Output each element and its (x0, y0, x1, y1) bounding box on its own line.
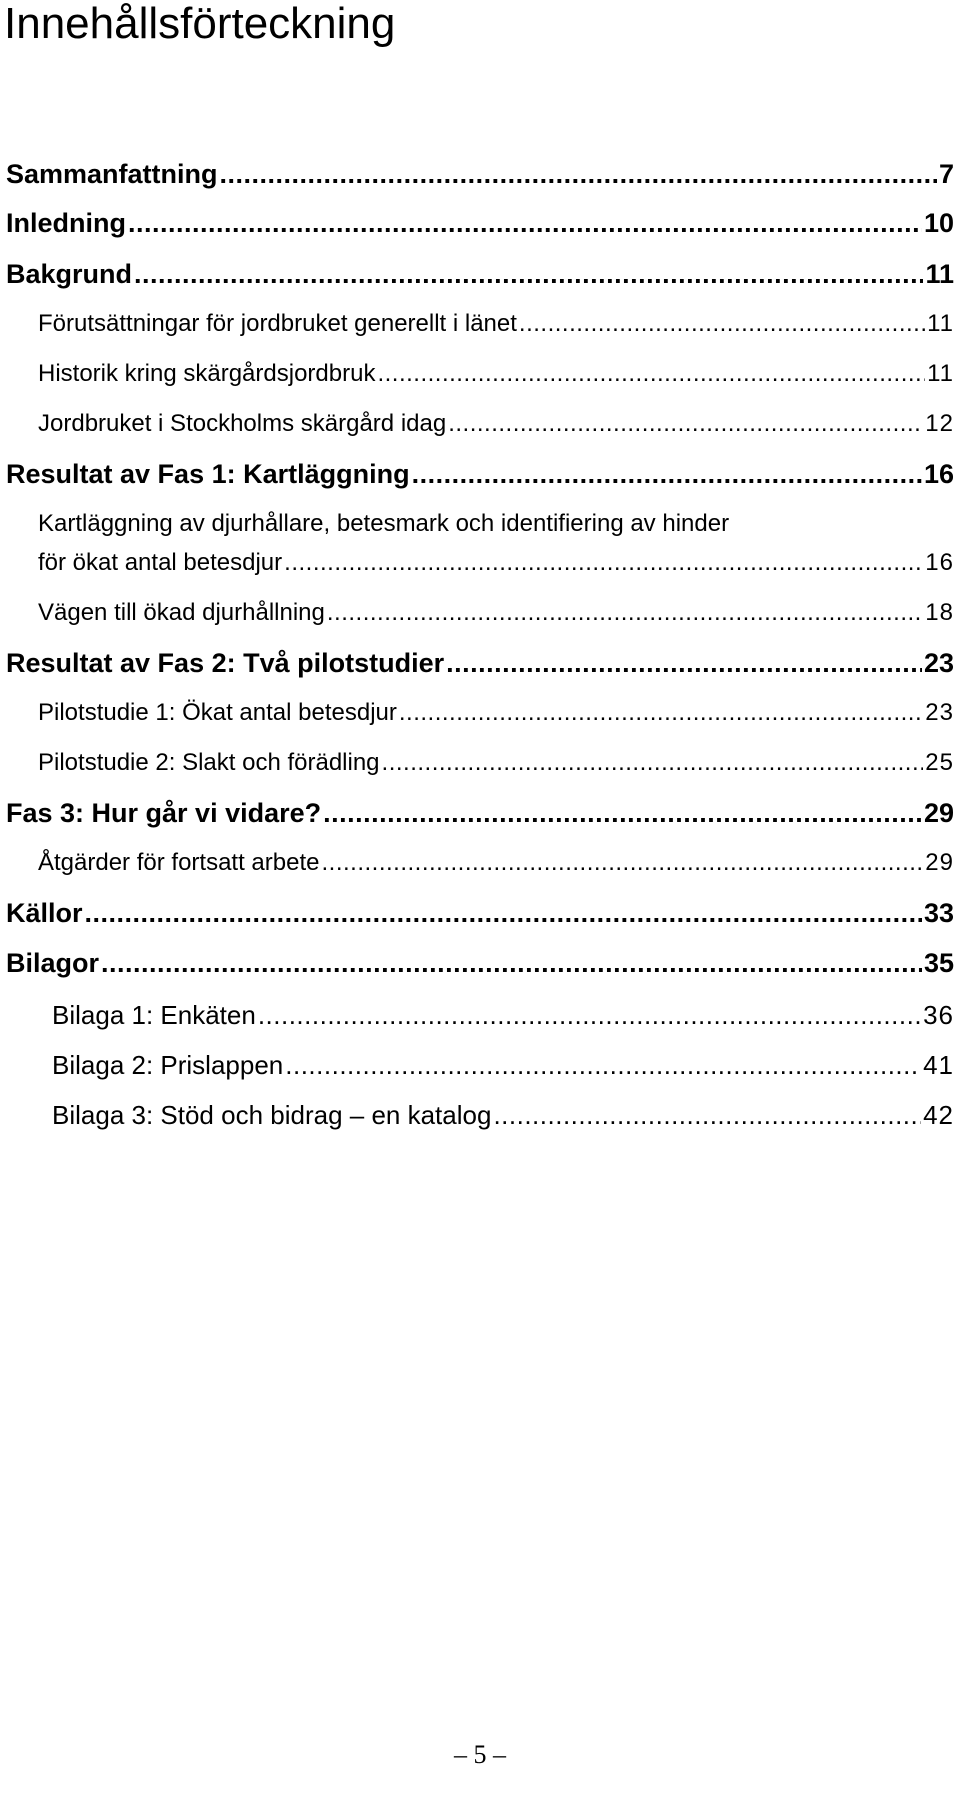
toc-entry-page: 11 (927, 360, 954, 387)
toc-entry-kartlaggning-djurhallare[interactable] (38, 547, 954, 579)
dot-leader (446, 647, 922, 679)
dot-leader (412, 458, 922, 490)
toc-entry-page: 16 (925, 549, 954, 576)
toc-entry-page: 11 (925, 259, 954, 289)
toc-entry-label: Bilagor (6, 948, 100, 978)
toc-entry-forutsattningar[interactable] (38, 308, 954, 340)
dot-leader (220, 158, 937, 190)
toc-entry-label-line1: Kartläggning av djurhållare, betesmark och identifiering av hinder (38, 510, 730, 537)
toc-entry-page: 23 (925, 699, 954, 726)
toc-entry-page: 25 (925, 749, 954, 776)
dot-leader (101, 947, 922, 979)
toc-entry-label: Resultat av Fas 2: Två pilotstudier (6, 648, 445, 678)
toc-entry-label: för ökat antal betesdjur (38, 549, 283, 576)
toc-entry-label: Inledning (6, 208, 126, 238)
toc-entry-label: Bilaga 2: Prislappen (52, 1050, 284, 1080)
toc-entry-page: 10 (923, 208, 954, 238)
toc-entry-sammanfattning[interactable] (6, 158, 954, 190)
toc-entry-fas3[interactable] (6, 797, 954, 829)
dot-leader (493, 1099, 921, 1131)
toc-entry-label: Pilotstudie 1: Ökat antal betesdjur (38, 699, 397, 726)
dot-leader (321, 847, 923, 879)
toc-entry-label: Åtgärder för fortsatt arbete (38, 849, 320, 876)
toc-entry-label: Resultat av Fas 1: Kartläggning (6, 459, 410, 489)
page-title: Innehållsförteckning (4, 0, 396, 48)
toc-entry-label: Bilaga 1: Enkäten (52, 1000, 256, 1030)
toc-entry-bilagor[interactable] (6, 947, 954, 979)
toc-entry-bilaga3[interactable] (52, 1099, 954, 1131)
toc-entry-page: 18 (925, 599, 954, 626)
dot-leader (128, 207, 922, 239)
dot-leader (448, 408, 923, 440)
toc-entry-bilaga1[interactable] (52, 999, 954, 1031)
toc-entry-historik[interactable] (38, 358, 954, 390)
toc-entry-pilotstudie1[interactable] (38, 697, 954, 729)
toc-entry-bilaga2[interactable] (52, 1049, 954, 1081)
page-number-footer: – 5 – (454, 1740, 506, 1769)
toc-entry-label: Vägen till ökad djurhållning (38, 599, 325, 626)
toc-entry-label: Källor (6, 898, 83, 928)
toc-entry-label: Bakgrund (6, 259, 133, 289)
toc-entry-inledning[interactable] (6, 207, 954, 239)
dot-leader (323, 797, 922, 829)
toc-entry-vagen[interactable] (38, 597, 954, 629)
dot-leader (258, 999, 921, 1031)
toc-entry-page: 12 (925, 410, 954, 437)
toc-entry-atgarder[interactable] (38, 847, 954, 879)
toc-entry-jordbruket[interactable] (38, 408, 954, 440)
toc-entry-label: Historik kring skärgårdsjordbruk (38, 360, 376, 387)
toc-entry-page: 23 (923, 648, 954, 678)
toc-entry-fas2[interactable] (6, 647, 954, 679)
toc-entry-page: 42 (923, 1100, 954, 1130)
toc-entry-page: 35 (923, 948, 954, 978)
toc-entry-page: 33 (923, 898, 954, 928)
dot-leader (399, 697, 923, 729)
toc-entry-label: Förutsättningar för jordbruket generellt i länet (38, 310, 517, 337)
dot-leader (377, 358, 925, 390)
toc-entry-page: 11 (927, 310, 954, 337)
dot-leader (134, 258, 923, 290)
toc-entry-page: 41 (923, 1050, 954, 1080)
dot-leader (284, 547, 923, 579)
toc-entry-fas1[interactable] (6, 458, 954, 490)
dot-leader (85, 897, 922, 929)
toc-entry-label: Pilotstudie 2: Slakt och förädling (38, 749, 380, 776)
toc-entry-page: 7 (938, 159, 954, 189)
toc-entry-kallor[interactable] (6, 897, 954, 929)
toc-entry-page: 16 (923, 459, 954, 489)
toc-entry-page: 29 (925, 849, 954, 876)
toc-entry-label: Fas 3: Hur går vi vidare? (6, 798, 322, 828)
toc-entry-page: 29 (923, 798, 954, 828)
toc-entry-label: Jordbruket i Stockholms skärgård idag (38, 410, 447, 437)
toc-entry-label: Sammanfattning (6, 159, 218, 189)
dot-leader (519, 308, 925, 340)
toc-entry-label: Bilaga 3: Stöd och bidrag – en katalog (52, 1100, 492, 1130)
toc-entry-pilotstudie2[interactable] (38, 747, 954, 779)
toc-entry-bakgrund[interactable] (6, 258, 954, 290)
toc-entry-page: 36 (923, 1000, 954, 1030)
dot-leader (285, 1049, 921, 1081)
dot-leader (327, 597, 923, 629)
dot-leader (382, 747, 924, 779)
